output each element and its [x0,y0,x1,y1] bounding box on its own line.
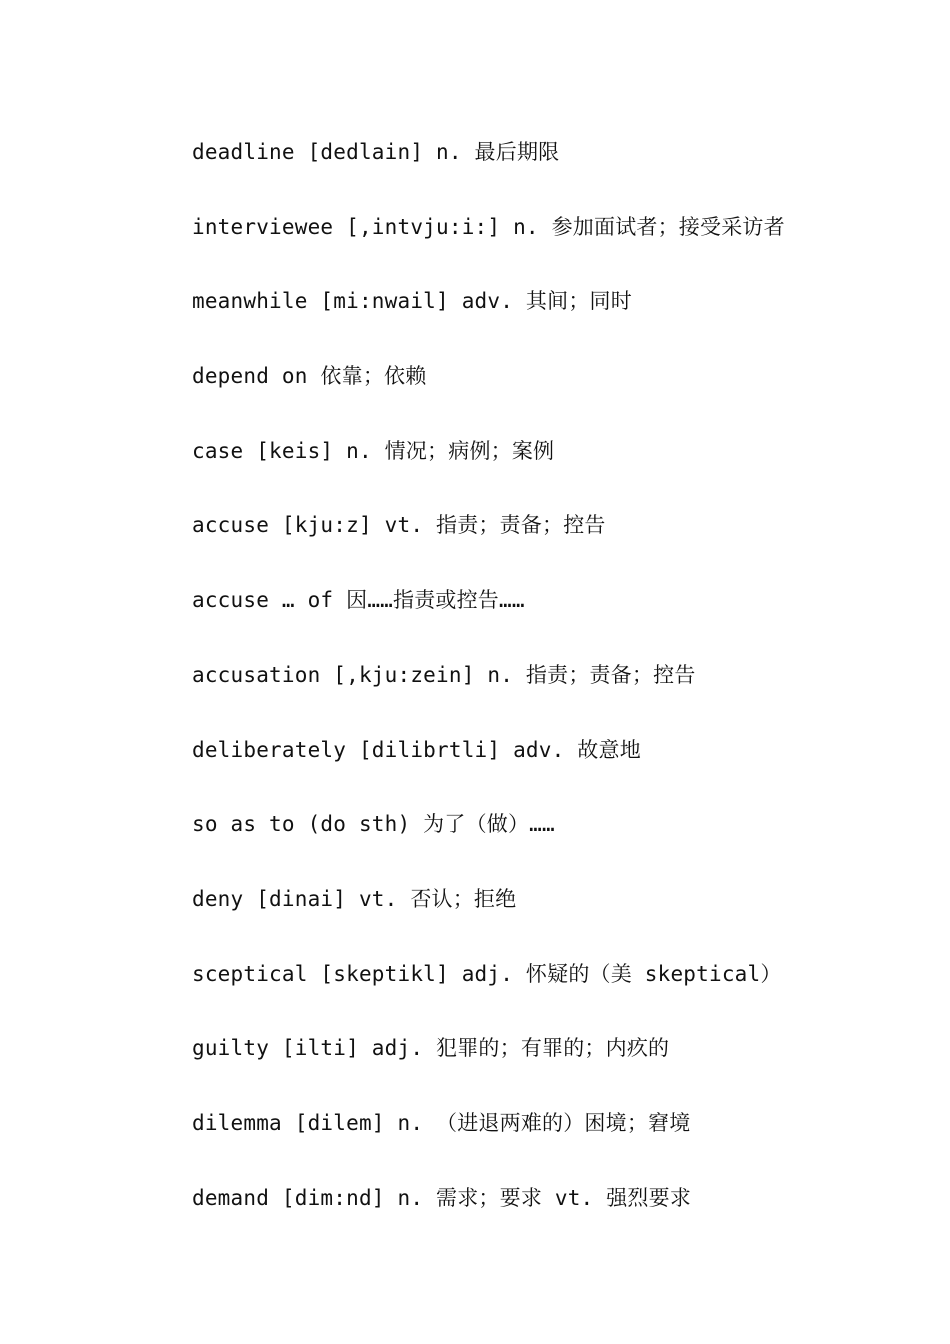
vocabulary-list [192,133,912,1253]
vocab-entry-so-as-to: so as to (do sth) 为了（做）…… [192,812,555,837]
vocab-entry-depend-on: depend on 依靠；依赖 [192,364,427,389]
vocab-entry-deadline: deadline [dedlain] n. 最后期限 [192,140,560,164]
vocab-entry-dilemma: dilemma [dilem] n. （进退两难的）困境；窘境 [192,1110,691,1135]
vocab-entry-accuse: accuse [kju:z] vt. 指责；责备；控告 [192,513,606,538]
vocab-entry-deny: deny [dinai] vt. 否认；拒绝 [192,886,517,911]
vocab-entry-accuse-of: accuse … of 因……指责或控告…… [192,588,525,613]
vocab-entry-sceptical: sceptical [skeptikl] adj. 怀疑的（美 skeptical） [192,961,782,986]
vocab-entry-demand: demand [dim:nd] n. 需求；要求 vt. 强烈要求 [192,1185,692,1210]
vocab-entry-deliberately: deliberately [dilibrtli] adv. 故意地 [192,737,641,762]
vocab-entry-meanwhile: meanwhile [mi:nwail] adv. 其间；同时 [192,289,632,314]
vocab-entry-guilty: guilty [ilti] adj. 犯罪的；有罪的；内疚的 [192,1036,670,1061]
vocab-entry-interviewee: interviewee [,intvju:i:] n. 参加面试者；接受采访者 [192,214,785,239]
vocab-entry-case: case [keis] n. 情况；病例；案例 [192,438,555,463]
vocab-entry-accusation: accusation [,kju:zein] n. 指责；责备；控告 [192,662,696,687]
